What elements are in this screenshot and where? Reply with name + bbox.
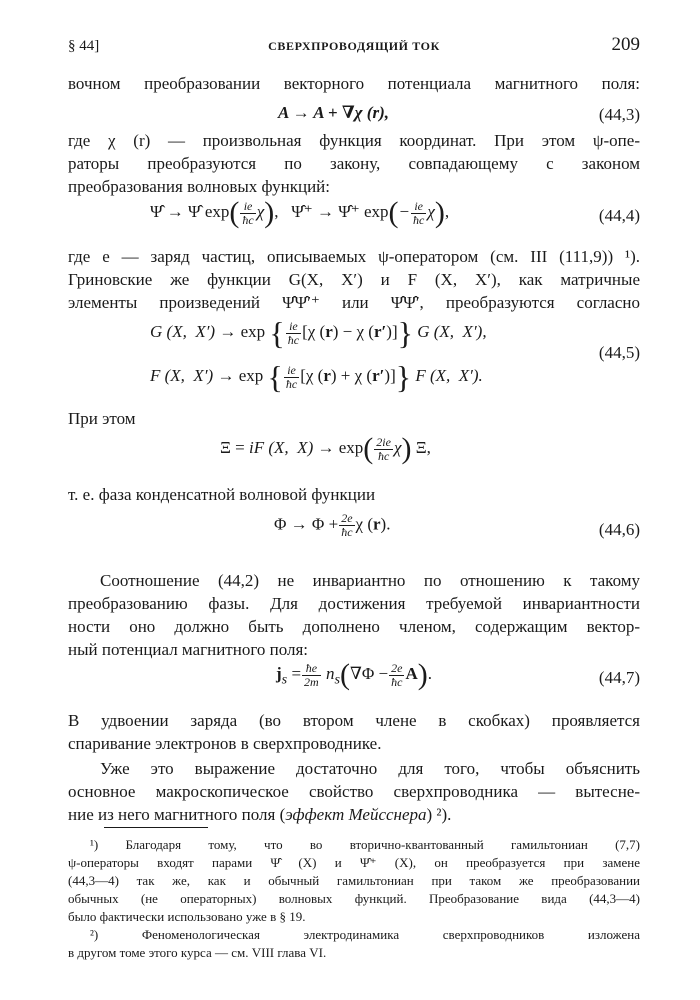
running-header [68, 36, 640, 62]
equation-body: G (X, X′) → exp { $\frac{ie}{ħc}$ [χ (r) − χ (r′)]} G (X, X′), [150, 315, 487, 351]
equation-body: Ψ̂ → Ψ̂ exp( $\frac{ie}{ħc}$ χ), Ψ̂⁺ → Ψ̂⁺ exp(− $\frac{ie}{ħc}$ χ), [150, 196, 450, 229]
text-line: ный потенциал магнитного поля: [68, 640, 309, 659]
footnote-line: было фактически использовано уже в § 19. [68, 909, 306, 924]
footnote-line: (44,3—4) так же, как и обычный гамильтониан при таком же преобразовании [68, 873, 640, 888]
footnote-line: в другом томе этого курса — см. VIII глава VI. [68, 945, 327, 960]
emphasis-text: эффект Мейсснера [285, 805, 427, 824]
equation-body: A → A + ∇χ (r), [278, 103, 389, 122]
text-span: ) ²). [426, 805, 452, 824]
text-line: вочном преобразовании векторного потенциала магнитного поля: [68, 74, 640, 93]
equation-xi [68, 434, 640, 474]
text-line: где e — заряд частиц, описываемых ψ-оператором (см. III (111,9)) ¹). [68, 247, 640, 266]
footnote-line: ψ-операторы входят парами Ψ̂ (X) и Ψ̂⁺ (X), он преобразуется при замене [68, 855, 640, 870]
text-line: При этом [68, 409, 136, 428]
page-number: 209 [611, 34, 640, 55]
equation-44-7 [68, 660, 640, 700]
text-line: преобразования волновых функций: [68, 177, 330, 196]
text-line: где χ (r) — произвольная функция координат. При этом ψ-опе- [68, 131, 640, 150]
equation-body: $j_s$ = $\frac{ħe}{2m}$ $n_s(\nabla\Phi$ − $\frac{2e}{ħc}$ A). [276, 658, 432, 691]
equation-44-6 [68, 512, 640, 552]
text-line: раторы преобразуются по закону, совпадающему с законом [68, 154, 640, 173]
footnote-line: ²) Феноменологическая электродинамика сверхпроводников изложена [90, 927, 640, 942]
text-line: Гриновские же функции G(X, X′) и F (X, X′), как матричные [68, 270, 640, 289]
equation-body: Φ → Φ + $\frac{2e}{ħc}$ χ (r). [274, 511, 391, 539]
footnote-line: обычных (не операторных) волновых функций. Преобразование вида (44,3—4) [68, 891, 640, 906]
text-line: преобразованию фазы. Для достижения требуемой инвариантности [68, 594, 640, 613]
footnote-line: ¹) Благодаря тому, что во вторично-квантованный гамильтониан (7,7) [90, 837, 640, 852]
text-line: элементы произведений Ψ̂Ψ̂′⁺ или Ψ̂Ψ̂′, преобразуются согласно [68, 293, 640, 312]
running-title: СВЕРХПРОВОДЯЩИЙ ТОК [268, 39, 440, 53]
text-line: ности оно должно быть дополнено членом, содержащим вектор- [68, 617, 640, 636]
section-ref: § 44] [68, 38, 100, 54]
text-line: Уже это выражение достаточно для того, чтобы объяснить [100, 759, 640, 778]
equation-number: (44,4) [598, 206, 640, 225]
equation-44-5-line-2 [68, 359, 640, 402]
text-line: Соотношение (44,2) не инвариантно по отношению к такому [100, 571, 640, 590]
text-line: т. е. фаза конденсатной волновой функции [68, 485, 376, 504]
text-line: основное макроскопическое свойство сверхпроводника — вытесне- [68, 782, 640, 801]
equation-number: (44,6) [598, 520, 640, 539]
equation-body: Ξ = iF (X, X) → exp( $\frac{2ie}{ħc}$ χ) Ξ, [220, 432, 431, 465]
text-line [68, 804, 640, 826]
equation-number: (44,5) [598, 343, 640, 362]
equation-44-4 [68, 198, 640, 238]
footnote-rule [104, 827, 208, 828]
equation-body: F (X, X′) → exp { $\frac{ie}{ħc}$ [χ (r) + χ (r′)]} F (X, X′). [150, 359, 483, 395]
equation-number: (44,7) [598, 668, 640, 687]
text-line: спаривание электронов в сверхпроводнике. [68, 734, 382, 753]
equation-number: (44,3) [598, 105, 640, 124]
text-span: ние из него магнитного поля ( [68, 805, 286, 824]
text-line: В удвоении заряда (во втором члене в скобках) проявляется [68, 711, 640, 730]
